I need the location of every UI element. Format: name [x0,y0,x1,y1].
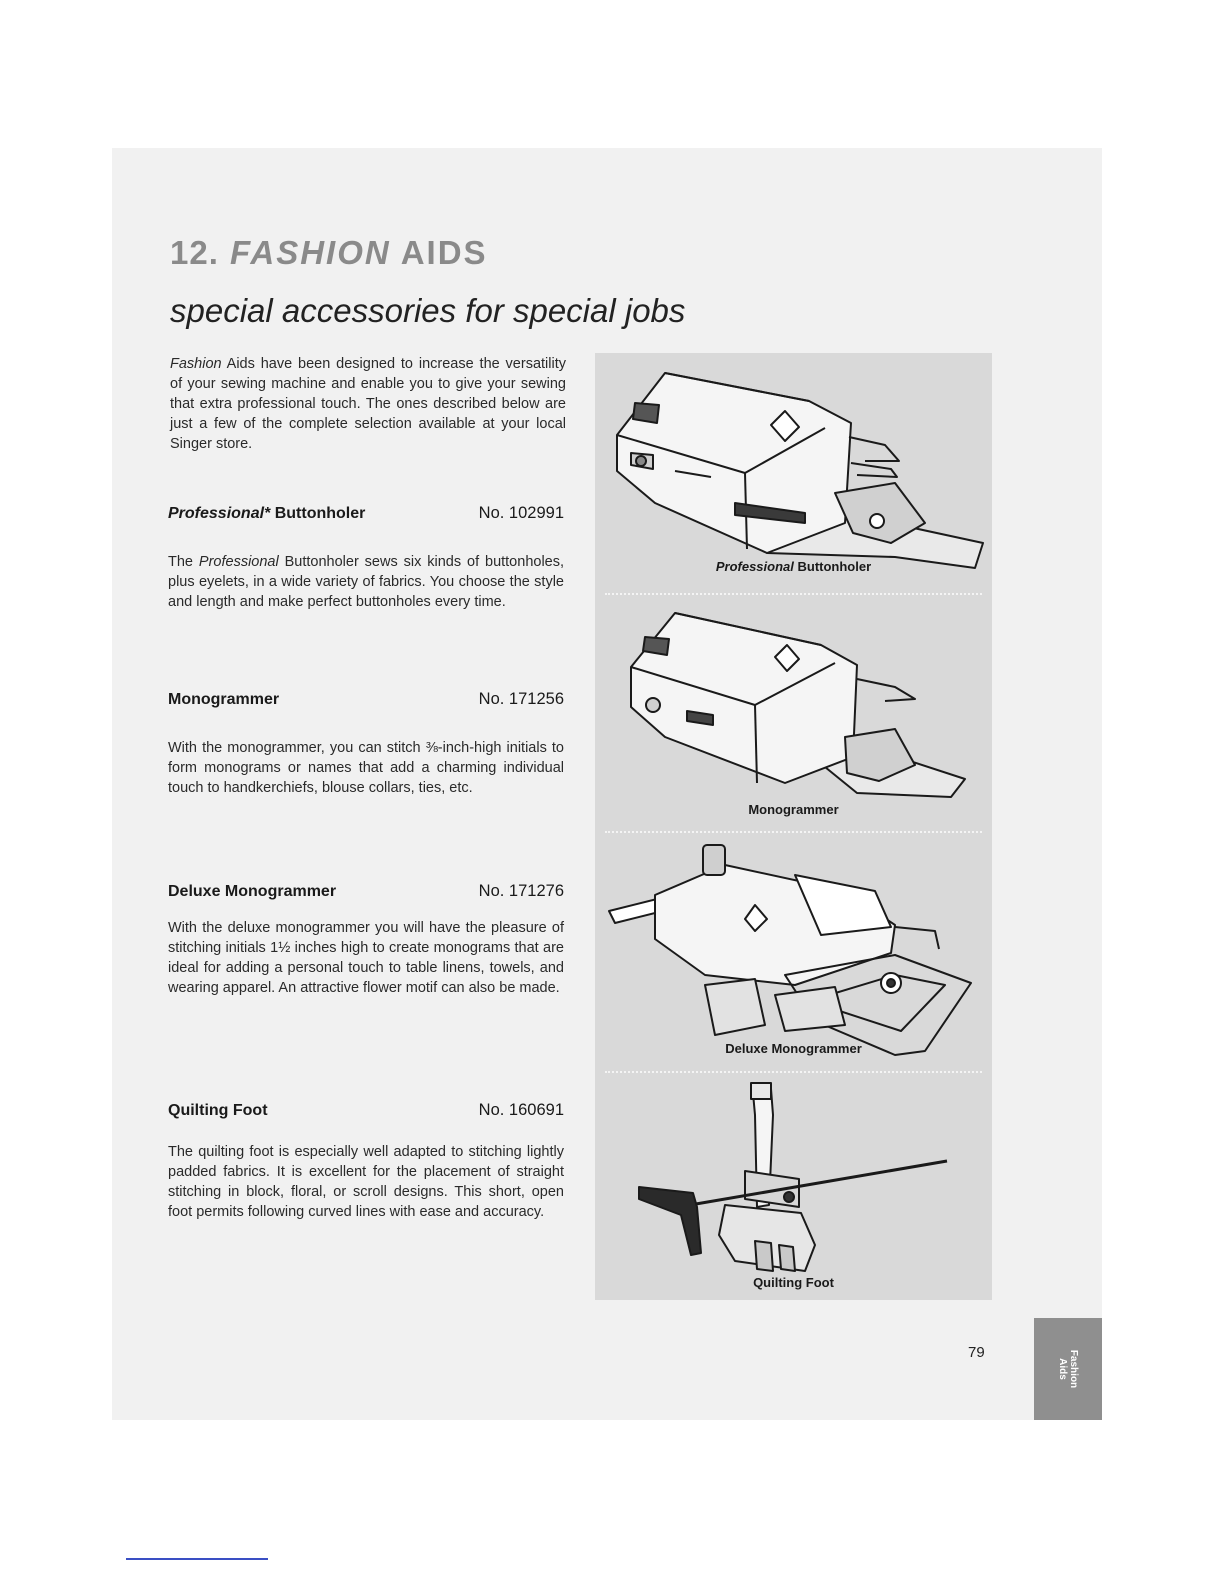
item-heading-buttonholer [168,504,564,523]
figure-divider [605,593,982,595]
figure-caption: Quilting Foot [753,1275,834,1290]
desc-italic: Professional [198,554,279,570]
item-description-monogrammer: With the monogrammer, you can stitch ⅜-inch-high initials to form monograms or names that add a charming individual touch to handkerchiefs, blouse collars, ties, etc. [168,740,564,796]
figure-caption: Monogrammer [748,802,839,817]
figure-monogrammer [595,597,992,827]
quilting-foot-drawing-icon [595,1075,992,1300]
page-number: 79 [968,1344,985,1361]
desc-text: Buttonholer sews six kinds of buttonholes, plus eyelets, in a wide variety of fabrics. You choose the style and length and make perfect buttonholes every time. [168,554,565,610]
figure-buttonholer [595,353,992,589]
figure-caption: Deluxe Monogrammer [725,1041,862,1056]
chapter-title-italic: FASHION [230,234,391,271]
item-name: Monogrammer [168,691,280,708]
buttonholer-drawing-icon [595,353,992,589]
chapter-number: 12. [170,234,219,271]
item-description-buttonholer [168,552,564,612]
item-number: No. 171276 [478,882,564,900]
footnote-rule [126,1558,268,1560]
intro-lead: Fashion [170,356,222,372]
desc-prefix: The [168,554,199,570]
caption-text: Buttonholer [793,559,872,574]
item-description-quilting-foot: The quilting foot is especially well adapted to stitching lightly padded fabrics. It is excellent for the placement of straight stitching in block, floral, or scroll designs. This short, open foot permits following curved lines with ease and accuracy. [168,1144,564,1220]
item-name [168,505,365,523]
intro-paragraph [170,354,566,454]
page-subtitle: special accessories for special jobs [170,292,686,329]
figure-panel [595,353,992,1300]
monogrammer-drawing-icon [595,597,992,827]
item-heading-deluxe-monogrammer [168,882,564,901]
figure-deluxe-monogrammer [595,835,992,1067]
figure-caption [595,559,992,574]
figure-divider [605,831,982,833]
item-name-italic: Professional* [168,505,271,522]
item-heading-quilting-foot [168,1101,564,1120]
item-number: No. 171256 [478,690,564,708]
intro-text: Aids have been designed to increase the versatility of your sewing machine and enable you to give your sewing that extra professional touch. The ones described below are just a few of the complete selection available at your local Singer store. [170,356,566,452]
chapter-title [170,234,488,272]
item-description-deluxe-monogrammer: With the deluxe monogrammer you will have the pleasure of stitching initials 1½ inches high to create monograms that are ideal for adding a personal touch to table linens, towels, and wearing apparel. An attractive flower motif can also be made. [168,920,564,996]
item-name: Deluxe Monogrammer [168,883,337,900]
item-name-rest: Buttonholer [270,505,366,522]
manual-page [112,148,1102,1420]
side-tab-label: Fashion Aids [1057,1349,1079,1389]
deluxe-monogrammer-drawing-icon [595,835,992,1067]
item-number: No. 160691 [478,1101,564,1119]
item-name: Quilting Foot [168,1102,268,1119]
chapter-title-rest: AIDS [400,234,488,271]
figure-quilting-foot [595,1075,992,1300]
item-heading-monogrammer [168,690,564,709]
figure-divider [605,1071,982,1073]
caption-italic: Professional [715,559,794,574]
item-number: No. 102991 [478,504,564,522]
side-tab [1034,1318,1102,1420]
